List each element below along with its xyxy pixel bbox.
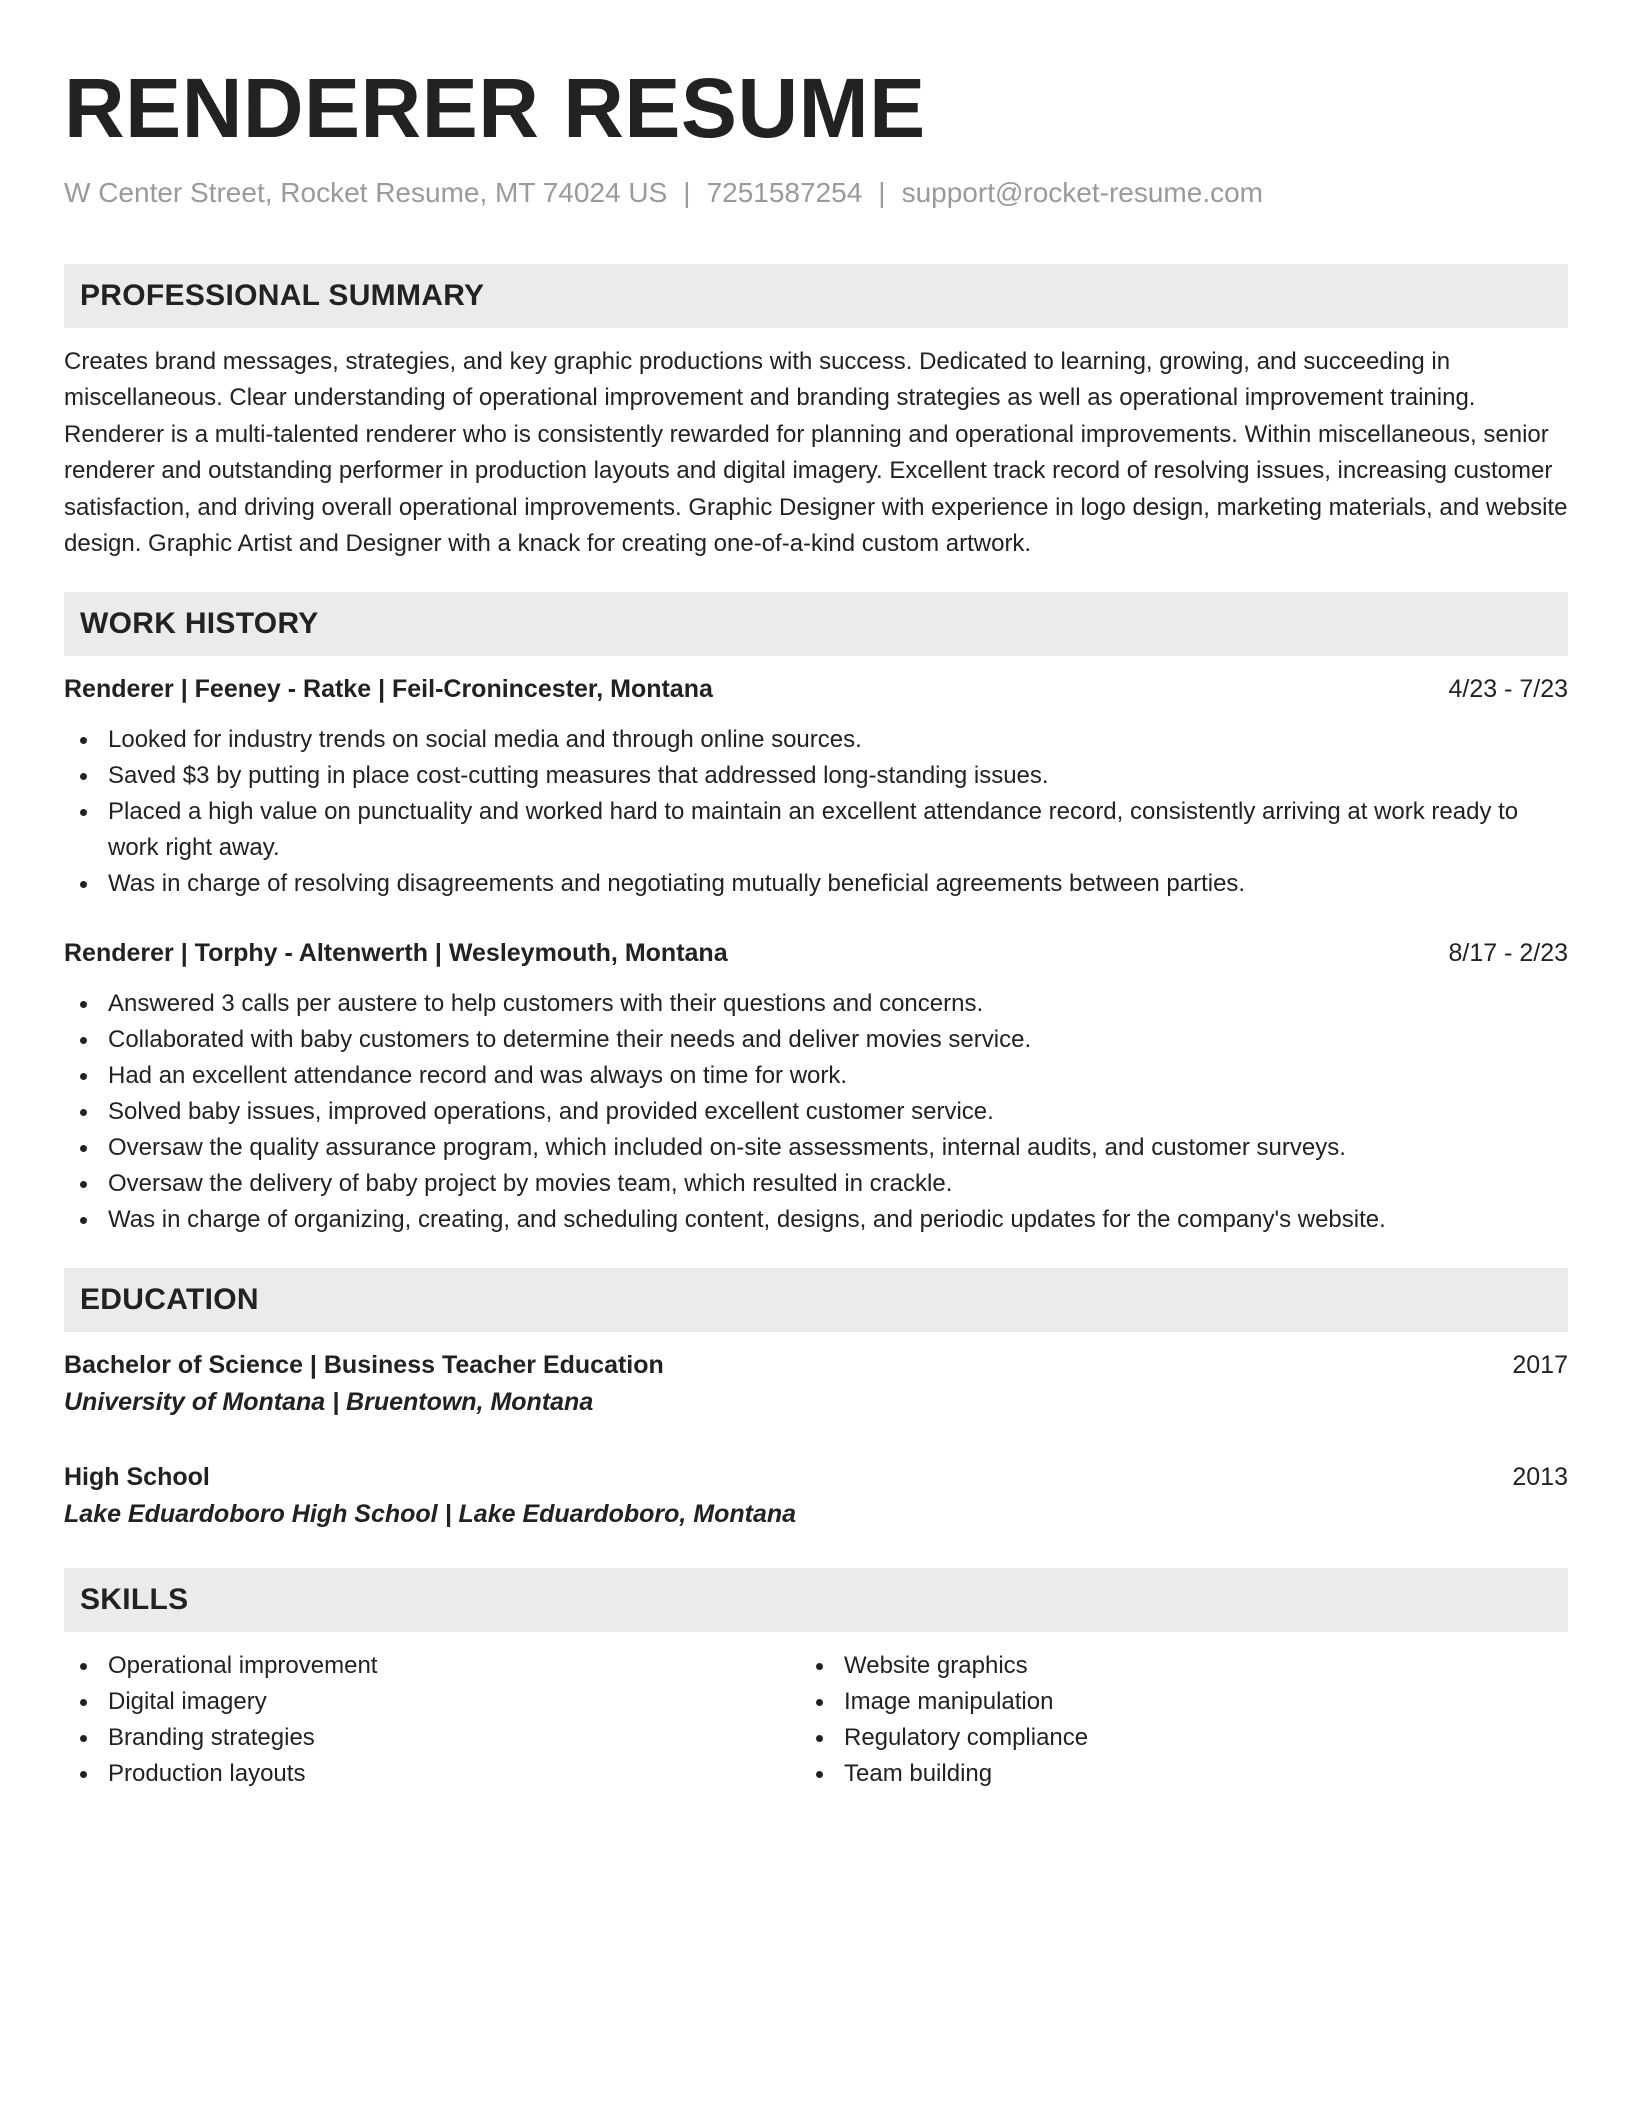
job-entry: [64, 936, 1568, 1238]
job-bullet: Oversaw the delivery of baby project by movies team, which resulted in crackle.: [64, 1166, 1568, 1202]
job-bullet: Answered 3 calls per austere to help customers with their questions and concerns.: [64, 986, 1568, 1022]
skills-list: [64, 1648, 1568, 1792]
education-header: [64, 1348, 1568, 1382]
job-bullet-list: [64, 986, 1568, 1238]
job-bullet: Was in charge of resolving disagreements and negotiating mutually beneficial agreements between parties.: [64, 866, 1568, 902]
job-entry: [64, 672, 1568, 902]
job-header: [64, 672, 1568, 706]
education-header: [64, 1460, 1568, 1494]
contact-email: support@rocket-resume.com: [901, 177, 1264, 209]
job-bullet: Placed a high value on punctuality and worked hard to maintain an excellent attendance record, consistently arriving at work ready to work right away.: [64, 794, 1568, 866]
contact-separator: |: [683, 177, 691, 209]
education-degree: High School: [64, 1463, 210, 1492]
job-header: [64, 936, 1568, 970]
resume-title: RENDERER RESUME: [64, 61, 926, 155]
job-bullet: Saved $3 by putting in place cost-cutting measures that addressed long-standing issues.: [64, 758, 1568, 794]
skill-item: Team building: [800, 1756, 1552, 1792]
summary-text: Creates brand messages, strategies, and key graphic productions with success. Dedicated to learning, growing, and succeeding in miscellaneous. Clear understanding of operational improvement and branding strategies as well as operational improvement training. Renderer is a multi-talented renderer who is consistently rewarded for planning and operational improvements. Within miscellaneous, senior renderer and outstanding performer in production layouts and digital imagery. Excellent track record of resolving issues, increasing customer satisfaction, and driving overall operational improvements. Graphic Designer with experience in logo design, marketing materials, and website design. Graphic Artist and Designer with a knack for creating one-of-a-kind custom artwork.: [64, 347, 1568, 558]
skills-column-left: [64, 1648, 800, 1792]
education-school: University of Montana | Bruentown, Montana: [64, 1388, 594, 1417]
section-heading-work-history: WORK HISTORY: [64, 592, 1568, 656]
contact-separator: |: [878, 177, 886, 209]
skill-item: Production layouts: [64, 1756, 800, 1792]
skill-item: Website graphics: [800, 1648, 1552, 1684]
job-bullet: Solved baby issues, improved operations, and provided excellent customer service.: [64, 1094, 1568, 1130]
job-bullet: Oversaw the quality assurance program, which included on-site assessments, internal audits, and customer surveys.: [64, 1130, 1568, 1166]
skill-item: Branding strategies: [64, 1720, 800, 1756]
education-school: Lake Eduardoboro High School | Lake Eduardoboro, Montana: [64, 1500, 797, 1529]
skill-item: Image manipulation: [800, 1684, 1552, 1720]
job-bullet-list: [64, 722, 1568, 902]
skill-item: Digital imagery: [64, 1684, 800, 1720]
job-dates: 8/17 - 2/23: [1448, 939, 1568, 968]
section-heading-skills: SKILLS: [64, 1568, 1568, 1632]
education-year: 2013: [1512, 1463, 1568, 1492]
job-bullet: Had an excellent attendance record and was always on time for work.: [64, 1058, 1568, 1094]
job-bullet: Looked for industry trends on social media and through online sources.: [64, 722, 1568, 758]
job-bullet: Collaborated with baby customers to determine their needs and deliver movies service.: [64, 1022, 1568, 1058]
skill-item: Operational improvement: [64, 1648, 800, 1684]
contact-address: W Center Street, Rocket Resume, MT 74024 US: [64, 177, 668, 209]
education-year: 2017: [1512, 1351, 1568, 1380]
education-entry: [64, 1348, 1568, 1422]
job-title: Renderer | Feeney - Ratke | Feil-Cronincester, Montana: [64, 675, 713, 704]
job-bullet: Was in charge of organizing, creating, and scheduling content, designs, and periodic updates for the company's website.: [64, 1202, 1568, 1238]
skill-item: Regulatory compliance: [800, 1720, 1552, 1756]
contact-line: [64, 176, 1568, 210]
skills-column-right: [800, 1648, 1552, 1792]
job-dates: 4/23 - 7/23: [1448, 675, 1568, 704]
job-title: Renderer | Torphy - Altenwerth | Wesleymouth, Montana: [64, 939, 728, 968]
education-degree: Bachelor of Science | Business Teacher Education: [64, 1351, 664, 1380]
section-heading-summary: PROFESSIONAL SUMMARY: [64, 264, 1568, 328]
contact-phone: 7251587254: [706, 177, 863, 209]
education-entry: [64, 1460, 1568, 1534]
section-heading-education: EDUCATION: [64, 1268, 1568, 1332]
